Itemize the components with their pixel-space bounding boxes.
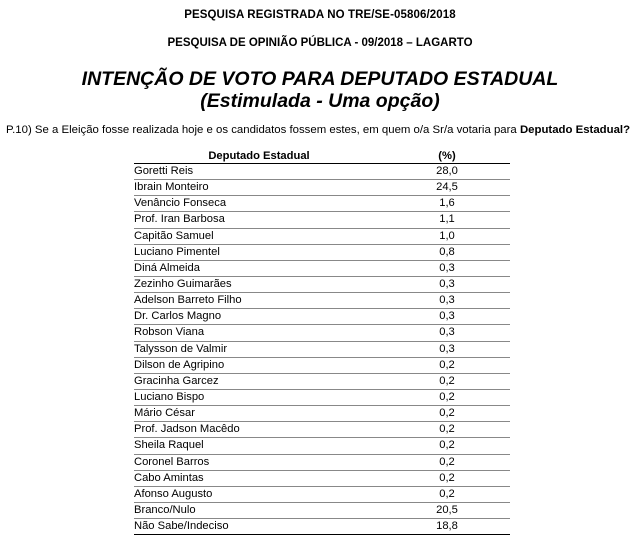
candidate-percent: 0,2 xyxy=(384,422,510,438)
table-row xyxy=(134,212,510,228)
candidate-percent: 1,1 xyxy=(384,212,510,228)
candidate-percent: 0,2 xyxy=(384,486,510,502)
candidate-name: Ibrain Monteiro xyxy=(134,180,384,196)
page-title xyxy=(0,68,640,112)
registration-header: PESQUISA REGISTRADA NO TRE/SE-05806/2018 xyxy=(184,9,456,21)
candidate-percent: 0,3 xyxy=(384,276,510,292)
candidate-percent: 28,0 xyxy=(384,164,510,180)
candidate-name: Goretti Reis xyxy=(134,164,384,180)
table-row xyxy=(134,406,510,422)
candidate-percent: 0,3 xyxy=(384,341,510,357)
table-row xyxy=(134,293,510,309)
table-row xyxy=(134,357,510,373)
candidate-percent: 0,2 xyxy=(384,470,510,486)
candidate-percent: 0,2 xyxy=(384,357,510,373)
table-row xyxy=(134,180,510,196)
candidate-name: Coronel Barros xyxy=(134,454,384,470)
candidate-percent: 0,3 xyxy=(384,309,510,325)
question-body: P.10) Se a Eleição fosse realizada hoje e os candidatos fossem estes, em quem o/a Sr/a votaria para xyxy=(6,124,520,136)
title-line-1: INTENÇÃO DE VOTO PARA DEPUTADO ESTADUAL xyxy=(81,68,559,90)
candidate-name: Sheila Raquel xyxy=(134,438,384,454)
candidate-name: Dilson de Agripino xyxy=(134,357,384,373)
candidate-name: Talysson de Valmir xyxy=(134,341,384,357)
survey-header: PESQUISA DE OPINIÃO PÚBLICA - 09/2018 – LAGARTO xyxy=(167,37,473,49)
table-row xyxy=(134,244,510,260)
candidate-name: Luciano Pimentel xyxy=(134,244,384,260)
candidate-name: Zezinho Guimarães xyxy=(134,276,384,292)
candidate-percent: 1,0 xyxy=(384,228,510,244)
column-header-percent: (%) xyxy=(384,149,510,164)
candidate-percent: 20,5 xyxy=(384,502,510,518)
candidate-percent: 18,8 xyxy=(384,519,510,535)
candidate-name: Luciano Bispo xyxy=(134,389,384,405)
table-header-row xyxy=(134,149,510,164)
title-line-2: (Estimulada - Uma opção) xyxy=(200,90,440,112)
candidate-percent: 0,3 xyxy=(384,293,510,309)
candidate-percent: 0,2 xyxy=(384,438,510,454)
table-row xyxy=(134,486,510,502)
candidate-name: Adelson Barreto Filho xyxy=(134,293,384,309)
table-row xyxy=(134,519,510,535)
candidate-name: Gracinha Garcez xyxy=(134,373,384,389)
candidate-percent: 0,3 xyxy=(384,325,510,341)
candidate-name: Prof. Iran Barbosa xyxy=(134,212,384,228)
candidate-percent: 0,2 xyxy=(384,454,510,470)
candidate-name: Venâncio Fonseca xyxy=(134,196,384,212)
table-row xyxy=(134,470,510,486)
candidate-name: Diná Almeida xyxy=(134,260,384,276)
candidate-name: Capitão Samuel xyxy=(134,228,384,244)
candidate-percent: 0,8 xyxy=(384,244,510,260)
results-table xyxy=(134,149,510,535)
table-row xyxy=(134,260,510,276)
candidate-percent: 24,5 xyxy=(384,180,510,196)
table-row xyxy=(134,389,510,405)
question-emphasis: Deputado Estadual? xyxy=(519,124,631,136)
candidate-name: Robson Viana xyxy=(134,325,384,341)
candidate-percent: 0,2 xyxy=(384,373,510,389)
table-row xyxy=(134,325,510,341)
table-row xyxy=(134,309,510,325)
candidate-percent: 1,6 xyxy=(384,196,510,212)
candidate-name: Dr. Carlos Magno xyxy=(134,309,384,325)
table-row xyxy=(134,422,510,438)
question-text xyxy=(6,124,636,136)
table-row xyxy=(134,454,510,470)
table-row xyxy=(134,164,510,180)
candidate-name: Branco/Nulo xyxy=(134,502,384,518)
table-row xyxy=(134,438,510,454)
candidate-percent: 0,2 xyxy=(384,389,510,405)
column-header-candidate: Deputado Estadual xyxy=(134,149,384,164)
candidate-percent: 0,2 xyxy=(384,406,510,422)
candidate-name: Afonso Augusto xyxy=(134,486,384,502)
candidate-name: Não Sabe/Indeciso xyxy=(134,519,384,535)
table-row xyxy=(134,196,510,212)
candidate-percent: 0,3 xyxy=(384,260,510,276)
table-row xyxy=(134,502,510,518)
candidate-name: Mário César xyxy=(134,406,384,422)
candidate-name: Cabo Amintas xyxy=(134,470,384,486)
table-row xyxy=(134,276,510,292)
table-row xyxy=(134,373,510,389)
table-row xyxy=(134,341,510,357)
candidate-name: Prof. Jadson Macêdo xyxy=(134,422,384,438)
table-row xyxy=(134,228,510,244)
